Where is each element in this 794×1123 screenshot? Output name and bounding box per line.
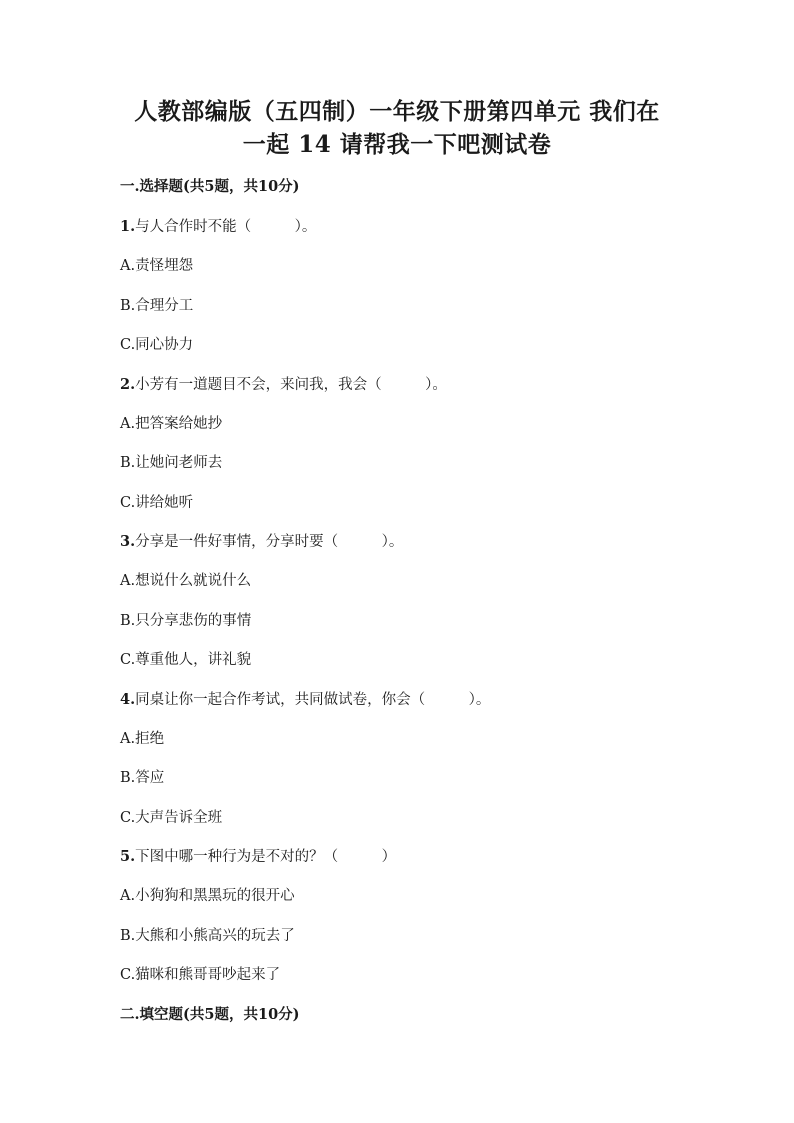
question-text: 分享是一件好事情，分享时要（ ）。 [135,534,404,550]
question-number: 4. [120,691,136,708]
question-5-option-c: C.猫咪和熊哥哥吵起来了 [120,967,281,983]
question-3-option-a: A.想说什么就说什么 [120,573,252,589]
question-1-option-c: C.同心协力 [120,337,194,353]
question-number: 5. [120,848,136,865]
question-5-option-a: A.小狗狗和黑黑玩的很开心 [120,888,295,904]
question-text: 下图中哪一种行为是不对的？（ ） [135,849,397,865]
question-1 [120,217,316,237]
question-text: 与人合作时不能（ ）。 [135,219,317,235]
question-1-option-a: A.责怪埋怨 [120,258,194,274]
question-2-option-a: A.把答案给她抄 [120,416,223,432]
question-4-option-b: B.答应 [120,770,165,786]
document-title-line-1: 人教部编版（五四制）一年级下册第四单元 我们在 [134,98,660,125]
question-5-option-b: B.大熊和小熊高兴的玩去了 [120,928,295,944]
question-text: 小芳有一道题目不会，来问我，我会（ ）。 [135,377,447,393]
question-text: 同桌让你一起合作考试，共同做试卷，你会（ ）。 [135,692,491,708]
question-4 [120,690,490,710]
question-5 [120,847,396,867]
section-heading-choice: 一.选择题(共5题，共10分) [120,178,300,195]
question-2 [120,375,447,395]
section-heading-fill-in: 二.填空题(共5题，共10分) [120,1006,300,1023]
question-2-option-c: C.讲给她听 [120,495,194,511]
question-4-option-c: C.大声告诉全班 [120,810,223,826]
question-4-option-a: A.拒绝 [120,731,165,747]
question-number: 2. [120,376,136,393]
question-number: 3. [120,533,136,550]
question-3 [120,532,403,552]
question-3-option-b: B.只分享悲伤的事情 [120,613,252,629]
document-title-line-2: 一起 14 请帮我一下吧测试卷 [242,131,552,158]
question-1-option-b: B.合理分工 [120,298,194,314]
question-2-option-b: B.让她问老师去 [120,455,223,471]
question-3-option-c: C.尊重他人，讲礼貌 [120,652,252,668]
question-number: 1. [120,218,136,235]
